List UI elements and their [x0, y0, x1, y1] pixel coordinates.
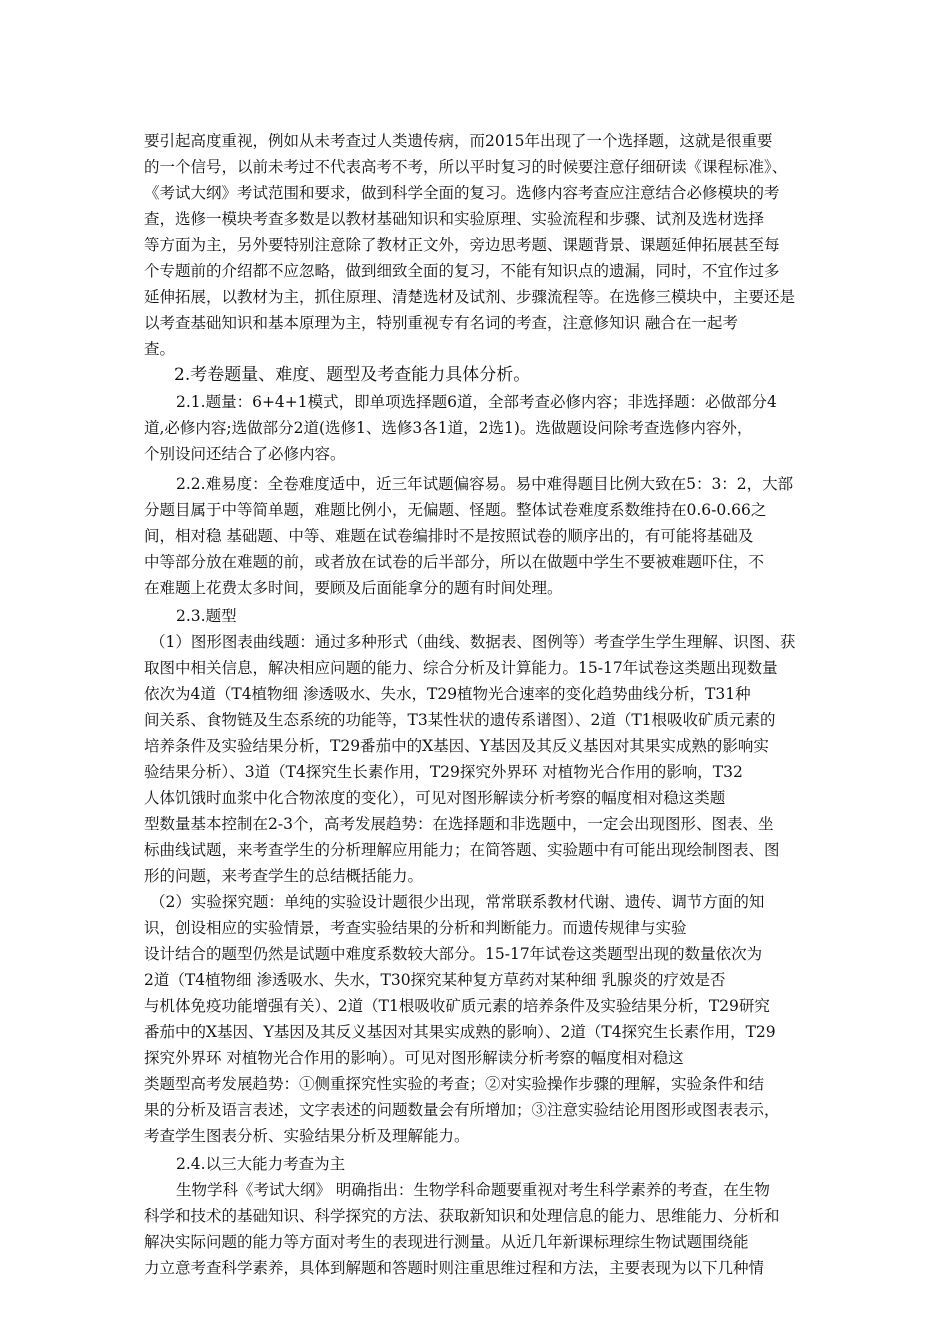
text-line: 间关系、食物链及生态系统的功能等，T3某性状的遗传系谱图）、2道（T1根吸收矿质元素的 — [144, 711, 776, 729]
text-line: 培养条件及实验结果分析，T29番茄中的X基因、Y基因及其反义基因对其果实成熟的影响实 — [144, 737, 769, 755]
text-line: 《考试大纲》考试范围和要求，做到科学全面的复习。选修内容考查应注意结合必修模块的考 — [144, 184, 780, 202]
text-line: 等方面为主，另外要特别注意除了教材正文外，旁边思考题、课题背景、课题延伸拓展甚至每 — [144, 236, 780, 254]
text-line: 延伸拓展，以教材为主，抓住原理、清楚选材及试剂、步骤流程等。在选修三模块中，主要还是 — [144, 288, 796, 306]
text-line: 考查学生图表分析、实验结果分析及理解能力。 — [144, 1127, 470, 1145]
text-line: 在难题上花费太多时间，要顾及后面能拿分的题有时间处理。 — [144, 579, 563, 597]
text-line: 道,必修内容;选做部分2道(选修1、选修3各1道，2选1)。选做题设问除考查选修内容外， — [144, 419, 753, 437]
text-line: 查。 — [144, 340, 176, 358]
text-line: 验结果分析）、3道（T4探究生长素作用，T29探究外界环 对植物光合作用的影响，T32 — [144, 763, 743, 781]
text-line: 生物学科《考试大纲》 明确指出：生物学科命题要重视对考生科学素养的考查，在生物 — [176, 1181, 770, 1199]
section-heading: 2.考卷题量、难度、题型及考查能力具体分析。 — [174, 365, 531, 385]
text-line: 果的分析及语言表述，文字表述的问题数量会有所增加；③注意实验结论用图形或图表表示， — [144, 1101, 780, 1119]
text-line: 取图中相关信息，解决相应问题的能力、综合分析及计算能力。15-17年试卷这类题出现数量 — [144, 659, 778, 677]
text-line: 的一个信号，以前未考过不代表高考不考，所以平时复习的时候要注意仔细研读《课程标准》、 — [144, 158, 788, 176]
text-line: 解决实际问题的能力等方面对考生的表现进行测量。从近几年新课标理综生物试题围绕能 — [144, 1233, 749, 1251]
text-line: 力立意考查科学素养，具体到解题和答题时则注重思维过程和方法，主要表现为以下几种情 — [144, 1259, 765, 1277]
text-line: 间，相对稳 基础题、中等、难题在试卷编排时不是按照试卷的顺序出的，有可能将基础及 — [144, 527, 754, 545]
text-line: 分题目属于中等简单题，难题比例小，无偏题、怪题。整体试卷难度系数维持在0.6-0.66之 — [144, 501, 767, 519]
text-line: （2）实验探究题：单纯的实验设计题很少出现，常常联系教材代谢、遗传、调节方面的知 — [150, 893, 765, 911]
text-line: 2.2.难易度：全卷难度适中，近三年试题偏容易。易中难得题目比例大致在5：3：2，大部 — [176, 475, 794, 493]
text-line: 类题型高考发展趋势：①侧重探究性实验的考查；②对实验操作步骤的理解，实验条件和结 — [144, 1075, 765, 1093]
text-line: 中等部分放在难题的前，或者放在试卷的后半部分，所以在做题中学生不要被难题吓住，不 — [144, 553, 765, 571]
text-line: 依次为4道（T4植物细 渗透吸水、失水，T29植物光合速率的变化趋势曲线分析，T31种 — [144, 685, 751, 703]
text-line: 2道（T4植物细 渗透吸水、失水，T30探究某种复方草药对某种细 乳腺炎的疗效是否 — [144, 971, 726, 989]
text-line: 标曲线试题，来考查学生的分析理解应用能力；在简答题、实验题中有可能出现绘制图表、图 — [144, 841, 780, 859]
text-line: 与机体免疫功能增强有关）、2道（T1根吸收矿质元素的培养条件及实验结果分析，T29研究 — [144, 997, 770, 1015]
subsection-heading: 2.4.以三大能力考查为主 — [176, 1155, 346, 1173]
subsection-heading: 2.3.题型 — [176, 607, 237, 625]
text-line: 2.1.题量：6+4+1模式，即单项选择题6道，全部考查必修内容；非选择题：必做部分4 — [176, 393, 777, 411]
text-line: 要引起高度重视，例如从未考查过人类遗传病，而2015年出现了一个选择题，这就是很重要 — [144, 132, 773, 150]
text-line: 识，创设相应的实验情景，考查实验结果的分析和判断能力。而遗传规律与实验 — [144, 919, 687, 937]
text-line: 形的问题，来考查学生的总结概括能力。 — [144, 867, 424, 885]
text-line: 人体饥饿时血浆中化合物浓度的变化），可见对图形解读分析考察的幅度相对稳这类题 — [144, 789, 726, 807]
text-line: 以考查基础知识和基本原理为主，特别重视专有名词的考查，注意修知识 融合在一起考 — [144, 314, 738, 332]
text-line: 型数量基本控制在2-3个，高考发展趋势：在选择题和非选题中，一定会出现图形、图表、坐 — [144, 815, 774, 833]
text-line: 个别设问还结合了必修内容。 — [144, 445, 346, 463]
text-line: 探究外界环 对植物光合作用的影响）。可见对图形解读分析考察的幅度相对稳这 — [144, 1049, 684, 1067]
text-line: （1）图形图表曲线题：通过多种形式（曲线、数据表、图例等）考查学生学生理解、识图、获 — [150, 633, 796, 651]
text-line: 查，选修一模块考查多数是以教材基础知识和实验原理、实验流程和步骤、试剂及选材选择 — [144, 210, 765, 228]
text-line: 设计结合的题型仍然是试题中难度系数较大部分。15-17年试卷这类题型出现的数量依次为 — [144, 945, 763, 963]
text-line: 科学和技术的基础知识、科学探究的方法、获取新知识和处理信息的能力、思维能力、分析和 — [144, 1207, 780, 1225]
text-line: 个专题前的介绍都不应忽略，做到细致全面的复习，不能有知识点的遗漏，同时，不宜作过多 — [144, 262, 780, 280]
text-line: 番茄中的X基因、Y基因及其反义基因对其果实成熟的影响）、2道（T4探究生长素作用，T29 — [144, 1023, 776, 1041]
